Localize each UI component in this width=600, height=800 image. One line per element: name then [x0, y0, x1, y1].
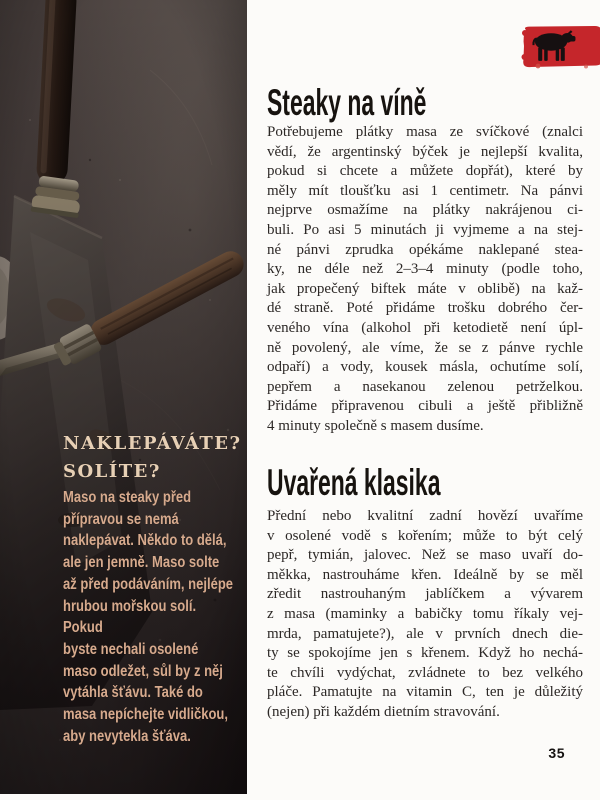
body-text-line: v osolené vodě s kořením; může to být celý — [267, 527, 583, 544]
article-title-steaky: Steaky na víně — [267, 82, 427, 123]
article-title-klasika: Uvařená klasika — [267, 462, 441, 503]
body-text-line: 4 minuty společně s masem dusíme. — [267, 417, 484, 434]
photo-caption-headline — [63, 430, 247, 486]
photo-caption-line: maso odležet, sůl by z něj — [63, 662, 223, 680]
body-text-line: z masa (maminky a babičky tomu říkaly vej- — [267, 605, 583, 622]
body-text-line: vědí, že argentinský býček je nejlepší kvalita, — [267, 143, 583, 160]
body-text-line: měly mít tloušťku asi 1 centimetr. Na pánvi — [267, 182, 583, 199]
photo-caption-headline-line: SOLÍTE? — [63, 461, 161, 482]
cow-icon — [516, 24, 600, 69]
still-life-photo — [0, 0, 247, 794]
photo-caption-line: byste nechali osolené — [63, 640, 199, 658]
body-text-line: pláče. Pamatujte na vitamin C, ten je důležitý — [267, 684, 583, 701]
body-text-line: ty se spokojíme jen s křenem. Když ho nechá- — [267, 645, 583, 662]
body-text-line: te chvíli vydýchat, zvládnete to bez velkého — [267, 664, 583, 681]
body-text-line: pepřem a nasekanou zelenou petrželkou. — [267, 378, 583, 395]
body-text-line: mrda, pamatujete?), ale v prvních dnech die- — [267, 625, 583, 642]
body-text-line: ně povolený, ale víme, že se z pánve rychle — [267, 339, 583, 356]
photo-caption-headline-line: NAKLEPÁVÁTE? — [63, 433, 242, 454]
body-text-line: Přidáme připravenou cibuli a ještě přibližně — [267, 398, 583, 415]
body-text-line: veného vína (alkohol při ketodietě není úpl- — [267, 319, 583, 336]
photo-caption-line: naklepávat. Někdo to dělá, — [63, 532, 227, 550]
photo-caption-line: až před podáváním, nejlépe — [63, 575, 234, 593]
body-text-line: nejprve osmažíme na plátky nakrájenou ci- — [267, 202, 583, 219]
body-text-line: jak propečený biftek máte v oblibě) na kaž- — [267, 280, 583, 297]
body-text-line: pokud si chcete a můžete dopřát), které by — [267, 163, 583, 180]
page-number: 35 — [548, 745, 565, 761]
body-text-line: Potřebujeme plátky masa ze svíčkové (znalci — [267, 124, 583, 140]
body-text-line: ky, ne déle než 2–3–4 minuty (podle toho, — [267, 261, 583, 278]
photo-caption-line: aby nevytekla šťáva. — [63, 727, 191, 745]
photo-caption-line: masa nepíchejte vidličkou, — [63, 706, 228, 724]
body-text-line: zředit nastrouhaným jablíčkem a vývarem — [267, 586, 583, 603]
photo-caption-line: hrubou mořskou solí. Pokud — [63, 597, 197, 637]
body-text-line: dé straně. Poté přidáme trošku dobrého čer- — [267, 300, 583, 317]
photo-caption-line: přípravou se nemá — [63, 510, 179, 528]
photo-caption-body — [63, 487, 235, 747]
body-text-line: odpaří) a vody, kousek másla, ochutíme solí, — [267, 359, 583, 376]
photo-caption-line: ale jen jemně. Maso solte — [63, 554, 220, 572]
chapter-badge — [516, 24, 600, 69]
text-column — [267, 0, 583, 800]
body-text-line: buli. Po asi 5 minutách ji vyjmeme a na stej- — [267, 221, 583, 238]
article-body-klasika — [267, 507, 583, 723]
photo-caption-line: Maso na steaky před — [63, 489, 192, 506]
body-text-line: né pánvi zprudka opékáme naklepané stea- — [267, 241, 583, 258]
article-body-steaky — [267, 123, 583, 437]
body-text-line: Přední nebo kvalitní zadní hovězí uvaříme — [267, 508, 583, 524]
photo-caption-block — [63, 430, 247, 747]
body-text-line: měkka, nastrouháme křen. Ideálně by se měl — [267, 566, 583, 583]
body-text-line: (nejen) při každém dietním stravování. — [267, 703, 500, 720]
body-text-line: pepř, tymián, jalovec. Než se maso uvaří do- — [267, 547, 583, 564]
photo-caption-line: vytáhla šťávu. Také do — [63, 684, 203, 702]
